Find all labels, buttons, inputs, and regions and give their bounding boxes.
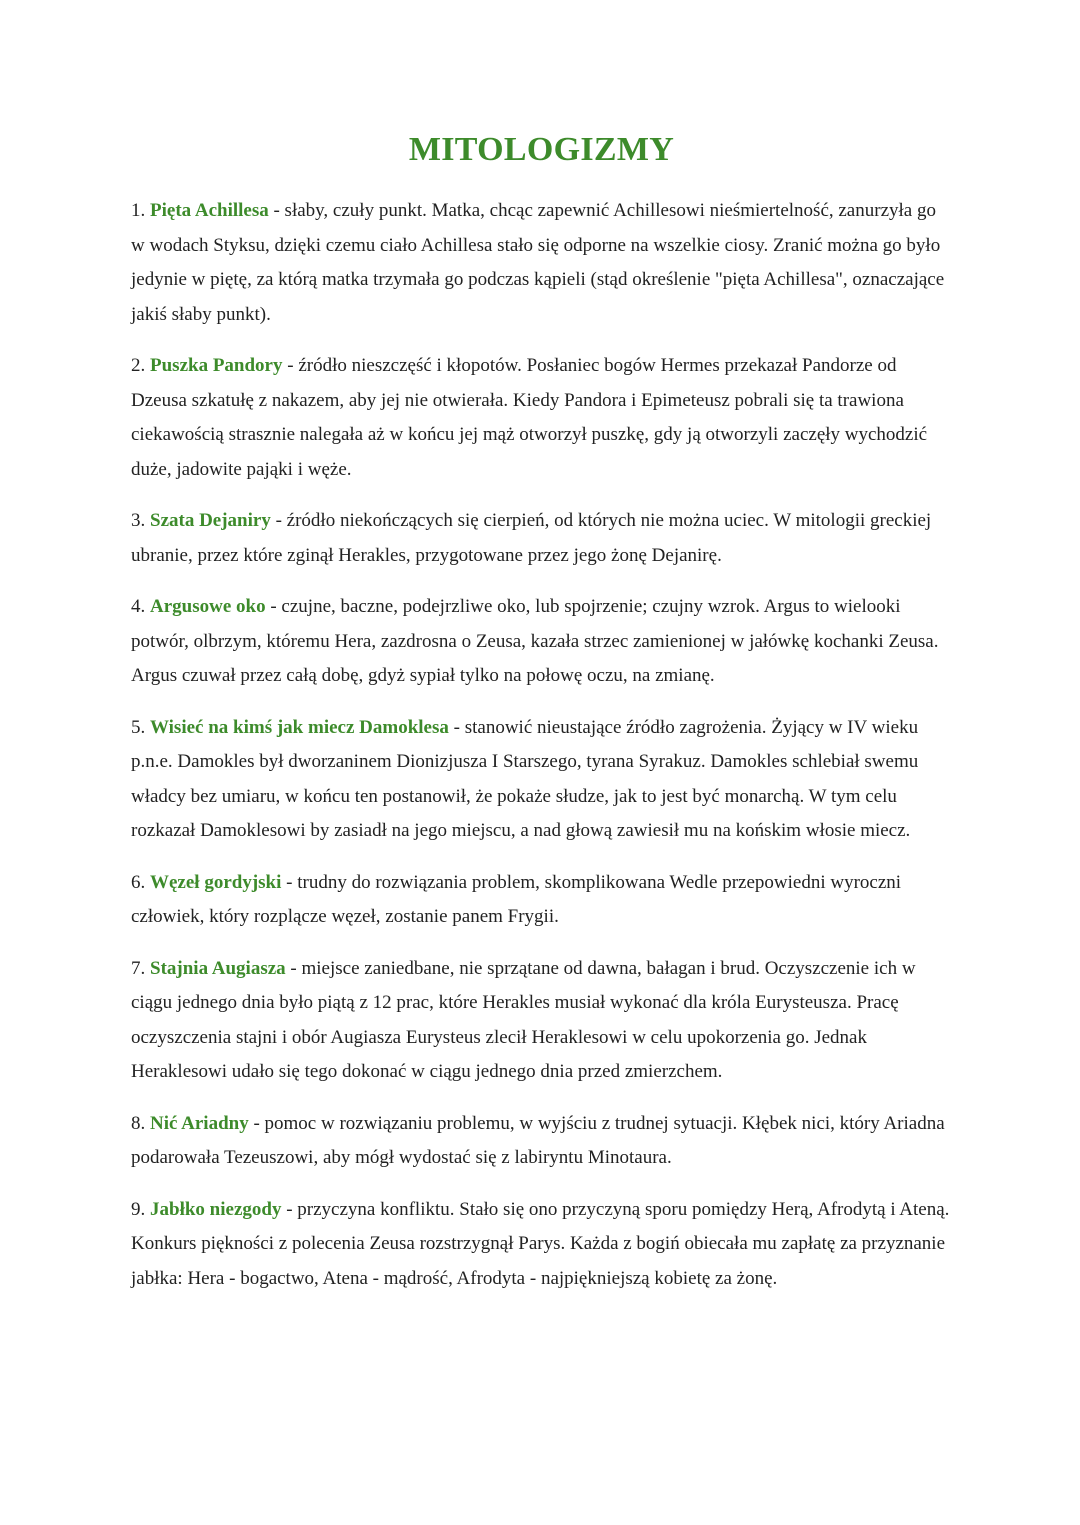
entry-text: - stanowić nieustające źródło zagrożenia. Żyjący w IV wieku p.n.e. Damokles był dworzaninem Dionizjusza I Starszego, tyrana Syrakuz. Damokles schlebiał swemu władcy bez umiaru, w końcu ten postanowił, że pokaże słudze, jak to jest być monarchą. W tym celu rozkazał Damoklesowi by zasiadł na jego miejscu, a nad głową zawiesił mu na końskim włosie miecz.: [131, 716, 919, 841]
entry-term: Argusowe oko: [150, 596, 266, 617]
entry-text: - miejsce zaniedbane, nie sprzątane od dawna, bałagan i brud. Oczyszczenie ich w ciągu jednego dnia było piątą z 12 prac, które Herakles musiał wykonać dla króla Eurysteusza. Pracę oczyszczenia stajni i obór Augiasza Eurysteus zlecił Heraklesowi w celu upokorzenia go. Jednak Heraklesowi udało się tego dokonać w ciągu jednego dnia przed zmierzchem.: [131, 957, 916, 1082]
entry-text: - źródło niekończących się cierpień, od których nie można uciec. W mitologii greckiej ubranie, przez które zginął Herakles, przygotowane przez jego żonę Dejanirę.: [131, 510, 932, 566]
entry-text: - przyczyna konfliktu. Stało się ono przyczyną sporu pomiędzy Herą, Afrodytą i Ateną. Konkurs piękności z polecenia Zeusa rozstrzygnął Parys. Każda z bogiń obiecała mu zapłatę za przyznanie jabłka: Hera - bogactwo, Atena - mądrość, Afrodyta - najpiękniejszą kobietę za żonę.: [131, 1198, 950, 1289]
entry-term: Pięta Achillesa: [150, 200, 269, 221]
entry-text: - źródło nieszczęść i kłopotów. Posłaniec bogów Hermes przekazał Pandorze od Dzeusa szkatułę z nakazem, aby jej nie otwierała. Kiedy Pandora i Epimeteusz pobrali się ta trawiona ciekawością strasznie nalegała aż w końcu jej mąż otworzył puszkę, gdy ją otworzyli zaczęły wychodzić duże, jadowite pająki i węże.: [131, 355, 928, 480]
entry-number: 8.: [131, 1112, 146, 1134]
entry-8: [131, 1107, 952, 1176]
entry-3: [131, 504, 952, 573]
entry-term: Węzeł gordyjski: [150, 871, 282, 893]
entry-6: [131, 866, 952, 935]
entry-1: [131, 194, 952, 332]
entry-term: Szata Dejaniry: [150, 510, 271, 531]
entry-term: Nić Ariadny: [150, 1112, 249, 1134]
entry-term: Stajnia Augiasza: [150, 957, 286, 979]
entry-text: - trudny do rozwiązania problem, skomplikowana Wedle przepowiedni wyroczni człowiek, który rozplącze węzeł, zostanie panem Frygii.: [131, 871, 902, 927]
document-title: MITOLOGIZMY: [408, 131, 675, 168]
entry-2: [131, 349, 952, 487]
entry-number: 7.: [131, 957, 146, 979]
entry-number: 4.: [131, 596, 146, 617]
entry-5: [131, 711, 952, 849]
entry-text: - czujne, baczne, podejrzliwe oko, lub spojrzenie; czujny wzrok. Argus to wielooki potwór, olbrzym, któremu Hera, zazdrosna o Zeusa, kazała strzec zamienionej w jałówkę kochanki Zeusa. Argus czuwał przez całą dobę, gdyż sypiał tylko na połowę oczu, na zmianę.: [131, 596, 939, 686]
entry-number: 3.: [131, 510, 146, 531]
entry-number: 9.: [131, 1198, 146, 1220]
entry-number: 2.: [131, 355, 146, 376]
entry-term: Jabłko niezgody: [150, 1198, 282, 1220]
entry-number: 6.: [131, 871, 146, 893]
entry-4: [131, 590, 952, 694]
entry-number: 1.: [131, 200, 146, 221]
entry-term: Puszka Pandory: [150, 355, 283, 376]
entry-9: [131, 1193, 952, 1297]
entry-text: - pomoc w rozwiązaniu problemu, w wyjściu z trudnej sytuacji. Kłębek nici, który Ariadna podarowała Tezeuszowi, aby mógł wydostać się z labiryntu Minotaura.: [131, 1112, 945, 1168]
entry-7: [131, 952, 952, 1090]
entry-term: Wisieć na kimś jak miecz Damoklesa: [150, 716, 449, 738]
entry-number: 5.: [131, 716, 146, 738]
entry-text: - słaby, czuły punkt. Matka, chcąc zapewnić Achillesowi nieśmiertelność, zanurzyła go w wodach Styksu, dzięki czemu ciało Achillesa stało się odporne na wszelkie ciosy. Zranić można go było jedynie w piętę, za którą matka trzymała go podczas kąpieli (stąd określenie "pięta Achillesa", oznaczające jakiś słaby punkt).: [131, 200, 945, 325]
